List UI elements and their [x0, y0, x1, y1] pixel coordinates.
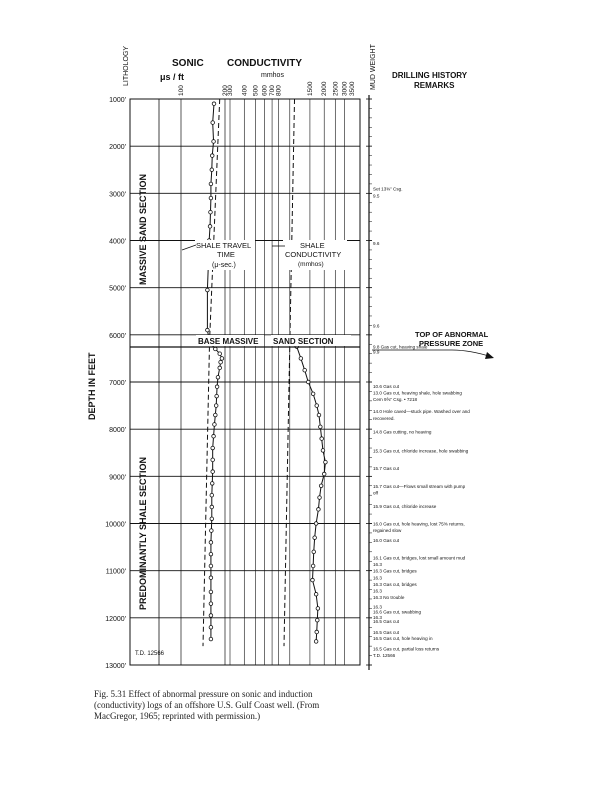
- sonic-point: [209, 576, 213, 580]
- header-conductivity: CONDUCTIVITY: [227, 58, 302, 69]
- sonic-point: [209, 590, 213, 594]
- depth-axis-label: DEPTH IN FEET: [87, 352, 97, 420]
- sonic-point: [209, 210, 213, 214]
- conductivity-point: [303, 368, 307, 372]
- conductivity-tick-label: 2500: [332, 81, 340, 96]
- depth-tick-label: 9000': [109, 474, 126, 482]
- header-lithology: LITHOLOGY: [123, 45, 130, 86]
- depth-tick-label: 4000': [109, 238, 126, 246]
- conductivity-point: [319, 484, 323, 488]
- sonic-point: [209, 564, 213, 568]
- sonic-point: [211, 470, 215, 474]
- header-sonic-units: μs / ft: [160, 72, 185, 82]
- remark-text: 9.6: [373, 240, 380, 246]
- sonic-point: [211, 446, 215, 450]
- annotation-shale-travel-3: (μ-sec.): [212, 262, 236, 269]
- sonic-tick-label: 100: [178, 85, 185, 96]
- sonic-point: [210, 154, 214, 158]
- remark-text: 15.9 Gas cut, chloride increase: [373, 504, 437, 510]
- conductivity-point: [316, 607, 320, 611]
- remark-text: 14.0 Hole caved—stuck pipe. Washed over and: [373, 409, 470, 415]
- remark-text: 10.6 Gas cut: [373, 383, 400, 389]
- remark-text: 16.3 Gas cut, bridges: [373, 581, 417, 587]
- remark-text: 16.3 No trouble: [373, 595, 405, 601]
- sonic-point: [214, 413, 218, 417]
- depth-tick-label: 13000': [105, 663, 126, 670]
- remark-text: 9.9: [373, 349, 380, 355]
- sonic-point: [215, 385, 219, 389]
- remark-text: 16.1 Gas cut, bridges, lost small amount mud: [373, 555, 466, 561]
- annotation-shale-cond-2: CONDUCTIVITY: [285, 250, 342, 259]
- conductivity-point: [315, 618, 319, 622]
- sonic-point: [210, 529, 214, 533]
- remark-text: Cem 9⅝" Csg. • 7218: [373, 396, 418, 402]
- sonic-point: [210, 168, 214, 172]
- remark-text: 15.3 Gas cut, chloride increase, hole swabbing: [373, 448, 469, 454]
- conductivity-tick-label: 2000: [321, 81, 329, 96]
- depth-tick-label: 1000': [109, 97, 126, 104]
- conductivity-point: [317, 413, 321, 417]
- shale-tt-arrow: [182, 245, 196, 250]
- sonic-point: [209, 182, 213, 186]
- depth-tick-label: 6000': [109, 332, 126, 340]
- sonic-tick-label: 200: [222, 85, 229, 96]
- depth-tick-label: 2000': [109, 144, 126, 152]
- sonic-point: [206, 288, 210, 292]
- top-abnormal-arrowhead: [485, 352, 494, 359]
- remark-text: 16.0 Gas cut, hole heaving, lost 75% returns,: [373, 521, 465, 527]
- lithology-upper: MASSIVE SAND SECTION: [138, 173, 148, 285]
- conductivity-point: [314, 522, 318, 526]
- remark-text: 13.0 Gas cut, heaving shale, hole swabbing: [373, 390, 462, 396]
- remark-text: regained slow: [373, 528, 402, 534]
- sonic-point: [206, 328, 210, 332]
- header-remarks-2: REMARKS: [414, 81, 455, 90]
- remark-text: 15.7 Gas cut—Flows small stream with pump: [373, 483, 466, 489]
- depth-tick-label: 3000': [109, 191, 126, 199]
- sonic-point: [218, 352, 222, 356]
- conductivity-point: [313, 536, 317, 540]
- sonic-point: [212, 434, 216, 438]
- conductivity-point: [315, 404, 319, 408]
- conductivity-tick-label: 1500: [306, 81, 314, 96]
- depth-tick-label: 10000': [105, 521, 126, 529]
- depth-tick-label: 7000': [109, 380, 126, 387]
- conductivity-point: [324, 460, 328, 464]
- annotation-top-abnormal-1: TOP OF ABNORMAL: [415, 330, 489, 339]
- sonic-point: [216, 375, 220, 379]
- grid: [130, 99, 372, 665]
- conductivity-point: [306, 380, 310, 384]
- lithology-lower: PREDOMINANTLY SHALE SECTION: [138, 456, 148, 610]
- conductivity-point: [317, 508, 321, 512]
- conductivity-point: [321, 449, 325, 453]
- remark-text: 16.3: [373, 588, 382, 594]
- sonic-point: [210, 517, 214, 521]
- conductivity-point: [319, 425, 323, 429]
- sonic-point: [209, 541, 213, 545]
- sonic-point: [211, 458, 215, 462]
- sonic-point: [210, 505, 214, 509]
- figure-caption: Fig. 5.31 Effect of abnormal pressure on sonic and induction (conductivity) logs of an offshore U.S. Gulf Coast well. (From MacGregor, 1965; reprinted with permission.): [94, 689, 320, 721]
- conductivity-point: [311, 392, 315, 396]
- annotation-top-abnormal-2: PRESSURE ZONE: [419, 339, 484, 348]
- remark-text: 16.5 Gas cut: [373, 629, 400, 635]
- depth-tick-label: 8000': [109, 427, 126, 435]
- sonic-point: [213, 423, 217, 427]
- conductivity-trend-line: [284, 99, 295, 646]
- conductivity-point: [314, 640, 318, 644]
- sonic-point: [209, 625, 213, 629]
- conductivity-tick-label: 300: [227, 85, 234, 96]
- depth-tick-label: 12000': [105, 615, 126, 623]
- remark-text: 16.3: [373, 575, 382, 581]
- sonic-point: [219, 360, 223, 364]
- remark-text: 9.8 Gas cut, heaving shale: [373, 344, 428, 350]
- depth-tick-label: 11000': [105, 568, 126, 576]
- remark-text: 16.3: [373, 614, 382, 620]
- conductivity-tick-label: 800: [275, 85, 283, 96]
- sonic-points: [206, 102, 224, 641]
- conductivity-point: [299, 357, 303, 361]
- annotation-shale-cond-1: SHALE: [300, 241, 325, 250]
- remark-text: 14.8 Gas cutting, no heaving: [373, 429, 432, 435]
- remark-text: 16.3 Gas cut, bridges: [373, 568, 417, 574]
- remark-text: recovered.: [373, 415, 395, 421]
- conductivity-point: [314, 592, 318, 596]
- drilling-remarks: [373, 187, 470, 658]
- annotation-shale-travel-2: TIME: [217, 250, 235, 259]
- remark-text: 16.0 Gas cut: [373, 538, 400, 544]
- remark-text: 16.3: [373, 604, 382, 610]
- sonic-point: [212, 140, 216, 144]
- remark-text: Set 13⅜" Csg.: [373, 186, 403, 192]
- conductivity-tick-label: 600: [261, 85, 269, 96]
- conductivity-point: [320, 437, 324, 441]
- lithology-td: T.D. 12566: [135, 651, 165, 657]
- sonic-point: [209, 637, 213, 641]
- sonic-point: [208, 225, 212, 229]
- remark-text: off: [373, 490, 379, 496]
- conductivity-tick-label: 700: [269, 85, 277, 96]
- sonic-point: [210, 482, 214, 486]
- sonic-point: [212, 102, 216, 106]
- conductivity-point: [318, 496, 322, 500]
- remark-text: 15.7 Gas cut: [373, 465, 400, 471]
- sonic-point: [209, 614, 213, 618]
- conductivity-tick-label: 3500: [349, 81, 356, 96]
- remark-text: 16.6 Gas cut, swabbing: [373, 609, 422, 615]
- conductivity-tick-label: 400: [241, 85, 249, 96]
- conductivity-point: [312, 550, 316, 554]
- annotation-shale-cond-3: (mmhos): [298, 261, 324, 268]
- remark-text: 16.5 Gas cut: [373, 619, 400, 625]
- header-mud-weight: MUD WEIGHT: [370, 44, 377, 90]
- conductivity-point: [311, 578, 315, 582]
- sonic-point: [209, 552, 213, 556]
- sonic-point: [215, 394, 219, 398]
- sonic-point: [214, 347, 218, 351]
- sonic-point: [211, 121, 215, 125]
- remark-text: 16.5 Gas cut, partial loss returns: [373, 646, 440, 652]
- sonic-point: [220, 357, 224, 361]
- remark-text: 9.5: [373, 193, 380, 199]
- conductivity-point: [322, 472, 326, 476]
- sonic-point: [218, 366, 222, 370]
- sonic-point: [210, 493, 214, 497]
- conductivity-tick-label: 500: [252, 85, 260, 96]
- annotation-shale-travel-1: SHALE TRAVEL: [196, 241, 252, 250]
- remark-text: T.D. 12566: [373, 653, 396, 659]
- annotation-base-massive-1: BASE MASSIVE: [198, 337, 259, 346]
- depth-tick-label: 5000': [109, 285, 126, 293]
- sonic-point: [209, 196, 213, 200]
- remark-text: 16.3: [373, 562, 382, 568]
- top-abnormal-arrow: [372, 350, 492, 357]
- conductivity-point: [315, 630, 319, 634]
- conductivity-point: [311, 564, 315, 568]
- sonic-point: [209, 602, 213, 606]
- header-conductivity-units: mmhos: [261, 72, 284, 79]
- remark-text: 9.6: [373, 323, 380, 329]
- conductivity-curve: [297, 347, 326, 642]
- header-remarks-1: DRILLING HISTORY: [392, 71, 468, 80]
- remark-text: 16.5 Gas cut, hole heaving in: [373, 636, 433, 642]
- header-sonic: SONIC: [172, 58, 204, 69]
- annotation-base-massive-2: SAND SECTION: [273, 337, 334, 346]
- conductivity-tick-label: 3000: [341, 81, 349, 96]
- sonic-point: [214, 404, 218, 408]
